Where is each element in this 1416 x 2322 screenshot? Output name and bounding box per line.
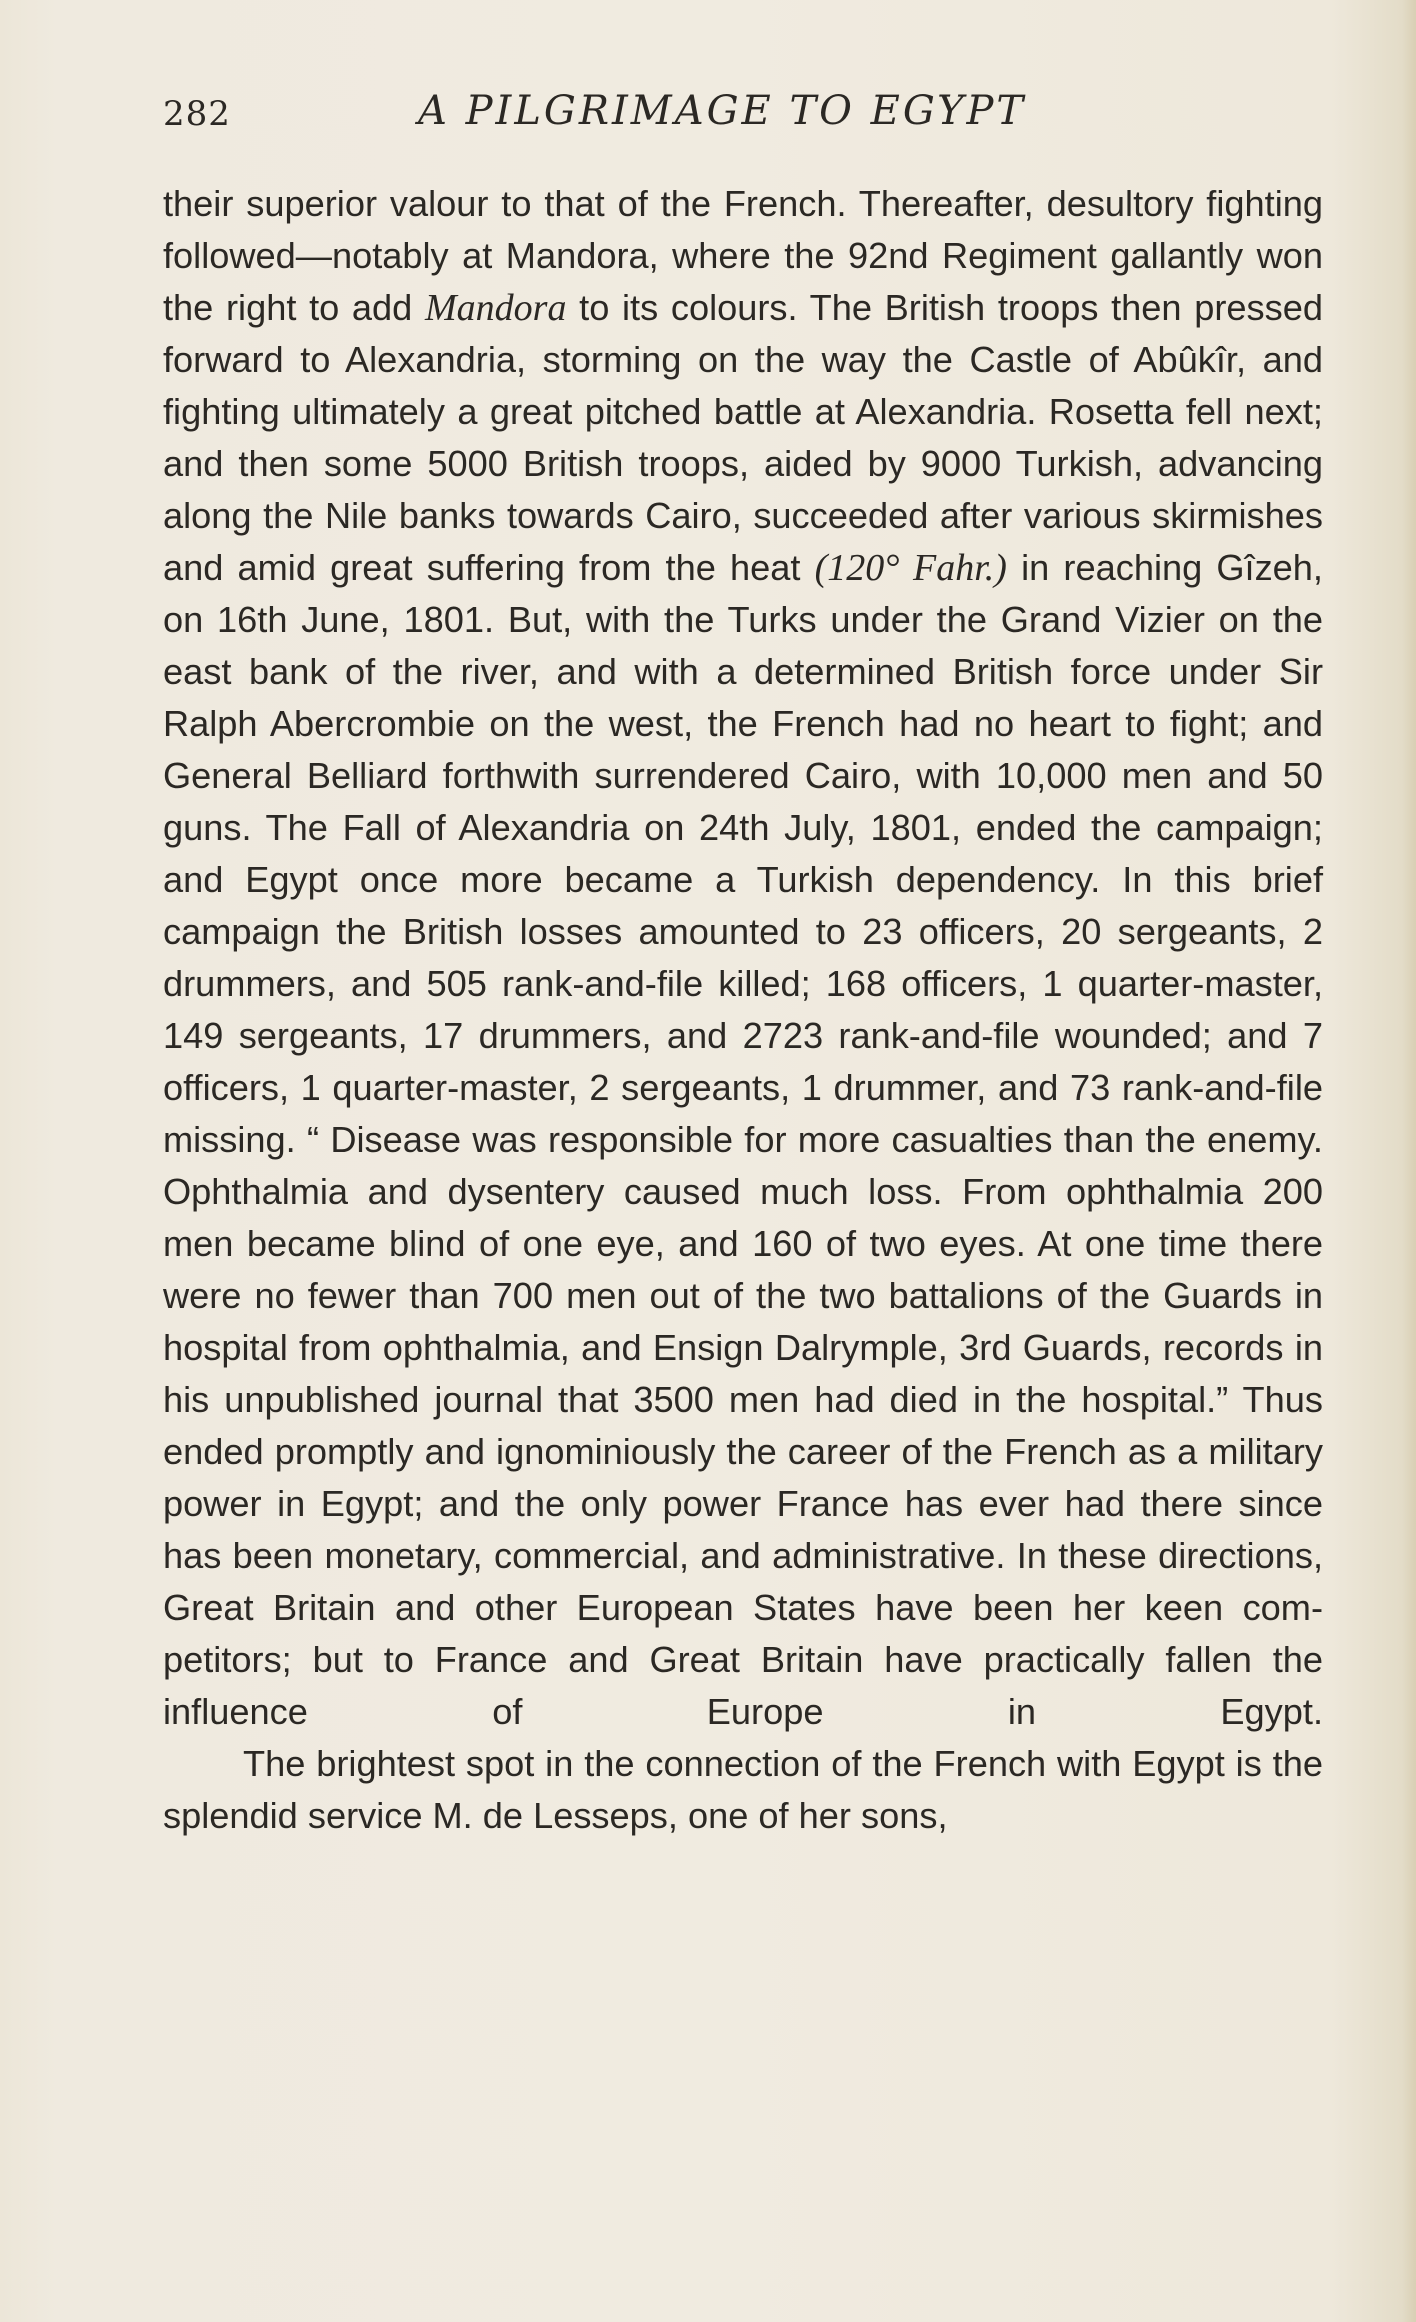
page-header — [163, 88, 1323, 148]
italic-text-temperature: (120° Fahr.) — [814, 547, 1007, 589]
text-run: to its colours. The British troops then pressed forward to Alexandria, storming on the way the Castle of Abûkîr, and fighting ultimately a great pitched battle at Alexandria. Rosetta fell next; and then some 5000 British troops, aided by 9000 Turkish, advancing along the Nile banks towards Cairo, succeeded after various skirmishes and amid great suffering from the heat — [163, 287, 1323, 588]
page-number: 282 — [163, 94, 231, 134]
text-run: their superior valour to that of the French. Thereafter, desultory fighting followed—notably at Mandora, where the 92nd Regiment gallantly won the right to add — [163, 183, 1323, 328]
body-text — [163, 178, 1323, 1842]
paragraph-1 — [163, 178, 1323, 1738]
text-run: The brightest spot in the connection of the French with Egypt is the splendid service M. de Lesseps, one of her sons, — [163, 1743, 1323, 1836]
italic-text-mandora: Mandora — [425, 287, 567, 329]
running-title: A PILGRIMAGE TO EGYPT — [418, 88, 1027, 134]
paragraph-2 — [163, 1738, 1323, 1842]
text-run: in reaching Gîzeh, on 16th June, 1801. But, with the Turks under the Grand Vizier on the east bank of the river, and with a determined British force under Sir Ralph Abercrombie on the west, the French had no heart to fight; and General Belliard forthwith surrendered Cairo, with 10,000 men and 50 guns. The Fall of Alexandria on 24th July, 1801, ended the campaign; and Egypt once more became a Turkish dependency. In this brief campaign the British losses amounted to 23 officers, 20 sergeants, 2 drummers, and 505 rank-and-file killed; 168 officers, 1 quarter-master, 149 sergeants, 17 drummers, and 2723 rank-and-file wounded; and 7 officers, 1 quarter-master, 2 sergeants, 1 drummer, and 73 rank-and-file missing. “ Disease was responsible for more casualties than the enemy. Ophthalmia and dysentery caused much loss. From ophthalmia 200 men became blind of one eye, and 160 of two eyes. At one time there were no fewer than 700 men out of the two battalions of the Guards in hospital from ophthalmia, and Ensign Dalrymple, 3rd Guards, records in his unpublished journal that 3500 men had died in the hospital.” Thus ended promptly and ignominiously the career of the French as a military power in Egypt; and the only power France has ever had there since has been monetary, commercial, and administrative. In these directions, Great Britain and other European States have been her keen competitors; but to France and Great Britain have practically fallen the influence of Europe in Egypt. — [163, 547, 1323, 1732]
